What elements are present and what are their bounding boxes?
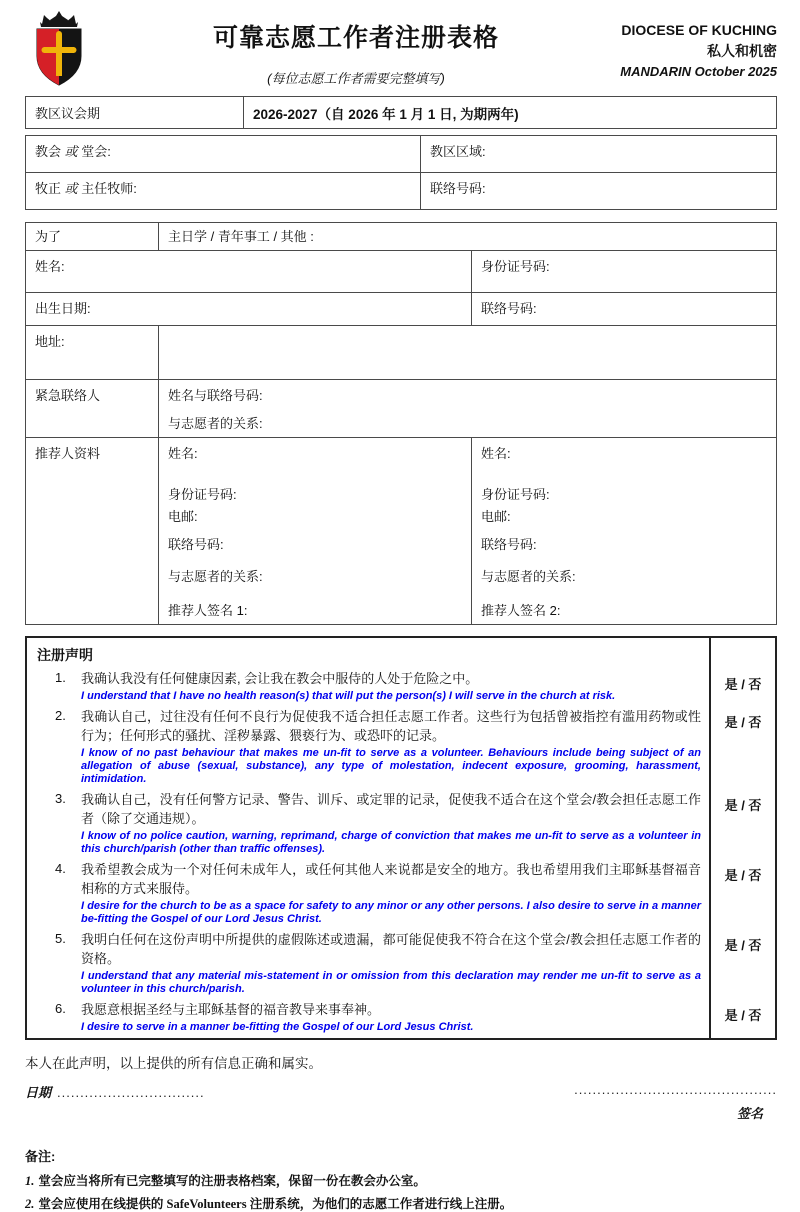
item-number: 1.	[55, 670, 66, 685]
yes-no-choice-4[interactable]: 是 / 否	[709, 860, 775, 930]
synod-period-table	[25, 96, 777, 129]
declaration-item-2	[27, 707, 709, 790]
notes-section	[25, 1146, 777, 1212]
referee-2-field[interactable]	[472, 438, 777, 625]
item-number: 5.	[55, 931, 66, 946]
table-row	[26, 173, 777, 210]
signature-label: 签名	[736, 1106, 763, 1121]
purpose-field[interactable]: 主日学 / 青年事工 / 其他 :	[159, 223, 777, 251]
referee-ic-field[interactable]: 身份证号码:	[168, 487, 237, 502]
form-header	[25, 10, 777, 92]
page-subtitle: (每位志愿工作者需要完整填写)	[267, 71, 445, 86]
emergency-name-field[interactable]: 姓名与联络号码:	[168, 388, 263, 403]
form-page	[25, 0, 777, 1212]
item-text-zh: 我明白任何在这份声明中所提供的虚假陈述或遗漏，都可能促使我不符合在这个堂会/教会担任志愿工作者的资格。	[81, 932, 701, 966]
edition-label: MANDARIN October 2025	[620, 64, 777, 79]
yes-no-column-header	[709, 638, 775, 669]
rector-contact-field[interactable]: 联络号码:	[421, 173, 777, 210]
referee-info-label: 推荐人资料	[26, 438, 159, 625]
referee-phone-field[interactable]: 联络号码:	[481, 537, 537, 552]
note-item-1	[25, 1171, 777, 1189]
referee-phone-field[interactable]: 联络号码:	[168, 537, 224, 552]
item-text-zh: 我确认我没有任何健康因素, 会让我在教会中服侍的人处于危险之中。	[81, 671, 479, 686]
referee-name-field[interactable]: 姓名:	[168, 446, 198, 461]
table-row	[26, 223, 777, 251]
item-text-zh: 我希望教会成为一个对任何未成年人，或任何其他人来说都是安全的地方。我也希望用我们主耶稣基督福音相称的方式来服侍。	[81, 862, 701, 896]
item-text-zh: 我愿意根据圣经与主耶稣基督的福音教导来事奉神。	[81, 1002, 381, 1017]
registration-declaration-table	[25, 636, 777, 1040]
referee-signature-2-field[interactable]: 推荐人签名 2:	[481, 603, 561, 618]
name-field[interactable]: 姓名:	[26, 251, 472, 293]
emergency-relation-field[interactable]: 与志愿者的关系:	[168, 416, 263, 431]
crest-icon	[28, 10, 90, 90]
declaration-item-6	[27, 1000, 709, 1038]
yes-no-choice-2[interactable]: 是 / 否	[709, 707, 775, 790]
item-number: 6.	[55, 1001, 66, 1016]
table-row	[26, 97, 777, 129]
address-label: 地址:	[26, 326, 159, 380]
ic-field[interactable]: 身份证号码:	[472, 251, 777, 293]
item-text-en: I know of no police caution, warning, reprimand, charge of conviction that makes me un-fit to serve as a volunteer in this church/parish (other than traffic offenses).	[81, 830, 701, 855]
yes-no-choice-6[interactable]: 是 / 否	[709, 1000, 775, 1038]
purpose-label: 为了	[26, 223, 159, 251]
referee-email-field[interactable]: 电邮:	[168, 509, 198, 524]
contact-field[interactable]: 联络号码:	[472, 293, 777, 326]
emergency-contact-label: 紧急联络人	[26, 380, 159, 438]
table-row	[26, 438, 777, 625]
referee-signature-1-field[interactable]: 推荐人签名 1:	[168, 603, 248, 618]
item-text-en: I understand that I have no health reason(s) that will put the person(s) I will serve in the church at risk.	[81, 690, 616, 702]
declaration-item-1	[27, 669, 709, 707]
rector-field[interactable]: 牧正 或 主任牧师:	[26, 173, 421, 210]
item-number: 2.	[55, 708, 66, 723]
item-text-en: I understand that any material mis-statement in or omission from this declaration may render me un-fit to serve as a volunteer in this church/parish.	[81, 970, 701, 995]
item-number: 4.	[55, 861, 66, 876]
referee-name-field[interactable]: 姓名:	[481, 446, 511, 461]
page-title: 可靠志愿工作者注册表格	[212, 24, 499, 52]
confidential-label: 私人和机密	[707, 43, 777, 59]
emergency-contact-field[interactable]	[159, 380, 777, 438]
item-text-zh: 我确认自己，没有任何警方记录、警告、训斥、或定罪的记录，促使我不适合在这个堂会/教会担任志愿工作者（除了交通违规）。	[81, 792, 701, 826]
declaration-heading: 注册声明	[37, 647, 93, 663]
item-text-en: I desire to serve in a manner be-fitting the Gospel of our Lord Jesus Christ.	[81, 1021, 474, 1033]
referee-relation-field[interactable]: 与志愿者的关系:	[168, 569, 263, 584]
note-text: 堂会应当将所有已完整填写的注册表格档案，保留一份在教会办公室。	[38, 1174, 426, 1188]
address-field[interactable]	[159, 326, 777, 380]
date-field[interactable]	[25, 1082, 205, 1101]
org-block	[577, 10, 777, 82]
dob-field[interactable]: 出生日期:	[26, 293, 472, 326]
table-row	[26, 326, 777, 380]
church-field[interactable]: 教会 或 堂会:	[26, 136, 421, 173]
table-row	[26, 251, 777, 293]
item-number: 3.	[55, 791, 66, 806]
volunteer-info-table	[25, 222, 777, 625]
archdeaconry-field[interactable]: 教区区域:	[421, 136, 777, 173]
date-signature-row	[25, 1082, 777, 1101]
item-text-en: I know of no past behaviour that makes me un-fit to serve as a volunteer. Behaviours include being subject of an allegation of abuse (sexual, substance), any type of molestation, indecent exposure, grooming, harassment, intimidation.	[81, 747, 701, 785]
date-dotted-line[interactable]: ................................	[57, 1085, 205, 1100]
yes-no-choice-3[interactable]: 是 / 否	[709, 790, 775, 860]
signature-dotted-line[interactable]: ............................................	[574, 1082, 777, 1097]
declaration-item-5	[27, 930, 709, 1000]
title-block	[135, 10, 577, 87]
date-label: 日期	[25, 1085, 52, 1100]
truth-statement: 本人在此声明，以上提供的所有信息正确和属实。	[25, 1056, 322, 1071]
item-text-en: I desire for the church to be as a space for safety to any minor or any other persons. I also desire to serve in a manner be-fitting the Gospel of our Lord Jesus Christ.	[81, 900, 701, 925]
note-number: 2.	[25, 1197, 35, 1211]
declaration-item-3	[27, 790, 709, 860]
synod-period-value: 2026-2027（自 2026 年 1 月 1 日, 为期两年)	[244, 97, 777, 129]
yes-no-choice-5[interactable]: 是 / 否	[709, 930, 775, 1000]
note-number: 1.	[25, 1174, 35, 1188]
item-text-zh: 我确认自己，过往没有任何不良行为促使我不适合担任志愿工作者。这些行为包括曾被指控有滥用药物或性行为；任何形式的骚扰、淫秽暴露、猥亵行为、或恐吓的记录。	[81, 709, 701, 743]
referee-1-field[interactable]	[159, 438, 472, 625]
diocese-crest-logo	[25, 10, 135, 95]
referee-email-field[interactable]: 电邮:	[481, 509, 511, 524]
church-info-table	[25, 135, 777, 210]
notes-heading: 备注:	[25, 1149, 56, 1164]
synod-period-label: 教区议会期	[26, 97, 244, 129]
org-name: DIOCESE OF KUCHING	[621, 22, 777, 38]
yes-no-choice-1[interactable]: 是 / 否	[709, 669, 775, 707]
table-row	[26, 380, 777, 438]
table-row	[26, 293, 777, 326]
note-text: 堂会应使用在线提供的 SafeVolunteers 注册系统，为他们的志愿工作者进行线上注册。	[38, 1197, 513, 1211]
note-item-2	[25, 1194, 777, 1212]
declaration-item-4	[27, 860, 709, 930]
referee-relation-field[interactable]: 与志愿者的关系:	[481, 569, 576, 584]
referee-ic-field[interactable]: 身份证号码:	[481, 487, 550, 502]
table-row	[26, 136, 777, 173]
